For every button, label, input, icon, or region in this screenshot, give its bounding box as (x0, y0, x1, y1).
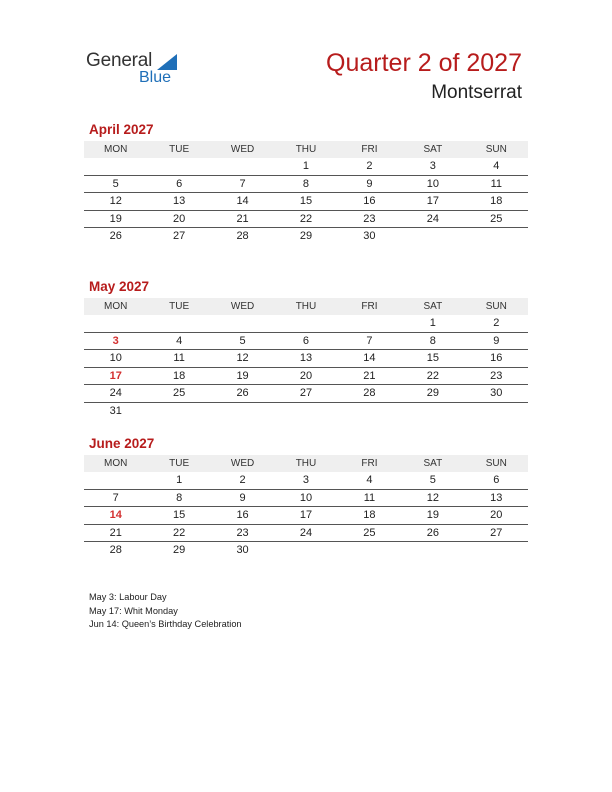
day-cell: 3 (429, 160, 436, 172)
day-cell: 14 (363, 352, 376, 364)
weekday-label: TUE (169, 301, 190, 312)
day-cell: 23 (363, 212, 376, 225)
day-cell: 15 (426, 352, 439, 364)
day-cell: 28 (236, 230, 249, 242)
weekday-label: THU (295, 301, 317, 312)
month-title: June 2027 (89, 436, 155, 451)
logo-text-general: General (86, 50, 153, 71)
day-cell: 11 (490, 177, 502, 190)
day-cell: 29 (173, 544, 186, 556)
week-row (84, 350, 528, 368)
day-cell: 22 (299, 212, 313, 225)
holiday-notes (89, 591, 242, 632)
day-cell: 20 (173, 212, 186, 225)
weekday-label: SUN (485, 144, 507, 155)
day-cell: 26 (109, 230, 122, 242)
day-cell: 13 (173, 195, 186, 207)
day-cell: 2 (366, 160, 373, 172)
week-row (84, 228, 528, 246)
day-cell: 2 (493, 317, 500, 329)
day-cell: 7 (366, 334, 373, 347)
day-cell (147, 403, 210, 421)
day-cell: 1 (429, 317, 436, 329)
day-cell (211, 158, 274, 176)
day-cell: 22 (426, 369, 439, 382)
logo-text-blue: Blue (139, 69, 172, 86)
weekday-label: SUN (485, 301, 507, 312)
day-cell: 31 (109, 404, 122, 417)
day-cell: 12 (426, 491, 439, 504)
day-cell: 3 (302, 474, 310, 486)
day-cell (147, 315, 210, 333)
day-cell (338, 542, 401, 560)
week-row (84, 193, 528, 211)
day-cell: 15 (173, 509, 186, 521)
day-cell: 16 (490, 352, 503, 364)
day-cell: 24 (299, 526, 313, 539)
weekday-label: MON (104, 301, 128, 312)
weekday-label: FRI (361, 301, 378, 312)
day-cell (274, 542, 337, 560)
month-title: April 2027 (89, 122, 154, 137)
day-cell: 6 (176, 177, 183, 190)
weekday-label: THU (295, 458, 317, 469)
day-cell: 25 (363, 526, 376, 539)
day-cell: 8 (176, 491, 183, 504)
day-cell: 10 (109, 352, 122, 364)
weekday-label: MON (104, 458, 128, 469)
week-row (84, 368, 528, 386)
day-cell: 30 (236, 544, 249, 556)
weekday-label: WED (230, 301, 255, 312)
day-cell: 4 (493, 160, 500, 172)
day-cell (465, 542, 528, 560)
weekday-label: FRI (361, 458, 378, 469)
day-cell: 26 (426, 526, 439, 539)
weekday-label: SAT (423, 144, 443, 155)
week-row (84, 333, 528, 351)
day-cell: 22 (173, 526, 186, 539)
day-cell: 14 (236, 195, 249, 207)
day-cell: 18 (490, 195, 503, 207)
day-cell: 21 (109, 526, 122, 539)
month-april (84, 121, 528, 246)
day-cell: 27 (299, 387, 313, 399)
day-cell: 29 (299, 230, 313, 242)
day-cell: 11 (173, 352, 185, 364)
month-june (84, 435, 528, 560)
day-cell: 6 (493, 474, 500, 486)
day-cell: 12 (236, 352, 249, 364)
week-row (84, 403, 528, 421)
day-cell (401, 403, 464, 421)
day-cell: 12 (109, 195, 122, 207)
day-cell: 10 (426, 177, 439, 190)
day-cell (274, 403, 337, 421)
day-cell (465, 228, 528, 246)
week-row (84, 385, 528, 403)
day-cell: 1 (176, 474, 183, 486)
day-cell: 7 (112, 491, 119, 504)
holiday-note: May 17: Whit Monday (89, 605, 178, 616)
day-cell: 16 (236, 509, 249, 521)
day-cell: 21 (236, 212, 249, 225)
day-cell: 8 (302, 177, 310, 190)
day-cell: 17 (426, 195, 439, 207)
weekday-header (84, 141, 528, 158)
day-cell: 20 (490, 509, 503, 521)
week-row (84, 507, 528, 525)
day-cell (84, 315, 147, 333)
day-cell (147, 158, 210, 176)
day-cell: 10 (299, 491, 313, 504)
weekday-label: SUN (485, 458, 507, 469)
day-cell: 13 (299, 352, 313, 364)
day-cell (401, 228, 464, 246)
quarter-title: Quarter 2 of 2027 (326, 49, 522, 77)
day-cell: 4 (366, 474, 373, 486)
month-may (84, 278, 528, 420)
day-cell (401, 542, 464, 560)
day-cell: 5 (239, 334, 246, 347)
day-cell: 29 (426, 387, 439, 399)
day-cell: 19 (426, 509, 439, 521)
day-cell (338, 315, 401, 333)
week-row (84, 490, 528, 508)
week-row (84, 525, 528, 543)
day-cell: 15 (299, 195, 313, 207)
weekday-label: TUE (169, 144, 190, 155)
day-cell: 2 (239, 474, 246, 486)
weekday-header (84, 298, 528, 315)
day-cell: 27 (173, 230, 186, 242)
day-cell: 25 (490, 212, 503, 225)
day-cell: 18 (363, 509, 376, 521)
day-cell: 28 (109, 544, 122, 556)
day-cell (84, 158, 147, 176)
day-cell: 9 (239, 491, 246, 504)
holiday-day-cell: 17 (109, 369, 122, 382)
day-cell: 9 (366, 177, 373, 190)
holiday-day-cell: 3 (112, 334, 119, 347)
day-cell (211, 315, 274, 333)
day-cell: 30 (490, 387, 503, 399)
weekday-header (84, 455, 528, 472)
generalblue-logo (86, 50, 196, 90)
weekday-label: SAT (423, 301, 443, 312)
day-cell (465, 403, 528, 421)
week-row (84, 472, 528, 490)
day-cell: 23 (236, 526, 249, 539)
week-row (84, 315, 528, 333)
day-cell: 9 (493, 334, 500, 347)
logo-triangle-icon (157, 54, 177, 70)
holiday-day-cell: 14 (109, 509, 122, 521)
day-cell: 4 (176, 334, 183, 347)
day-cell: 19 (109, 212, 122, 225)
day-cell: 5 (112, 177, 119, 190)
weekday-label: SAT (423, 458, 443, 469)
week-row (84, 542, 528, 560)
day-cell: 26 (236, 387, 249, 399)
country-name: Montserrat (431, 82, 522, 103)
day-cell (211, 403, 274, 421)
day-cell: 8 (429, 334, 436, 347)
day-cell: 13 (490, 491, 503, 504)
weekday-label: THU (295, 144, 317, 155)
day-cell: 30 (363, 230, 376, 242)
day-cell: 24 (109, 387, 122, 399)
day-cell: 6 (302, 334, 310, 347)
day-cell: 28 (363, 387, 376, 399)
holiday-note: May 3: Labour Day (89, 592, 167, 602)
weekday-label: FRI (361, 144, 378, 155)
day-cell: 23 (490, 369, 503, 382)
day-cell: 25 (173, 387, 186, 399)
day-cell (274, 315, 337, 333)
day-cell: 5 (429, 474, 436, 486)
day-cell: 27 (490, 526, 503, 539)
day-cell: 11 (363, 491, 376, 504)
day-cell: 20 (299, 369, 313, 382)
day-cell: 1 (302, 160, 310, 172)
week-row (84, 158, 528, 176)
weekday-label: TUE (169, 458, 190, 469)
weekday-label: WED (230, 144, 255, 155)
day-cell: 17 (299, 509, 313, 521)
weekday-label: MON (104, 144, 128, 155)
day-cell: 16 (363, 195, 376, 207)
day-cell: 24 (426, 212, 439, 225)
day-cell: 21 (363, 369, 376, 382)
week-row (84, 176, 528, 194)
holiday-note: Jun 14: Queen’s Birthday Celebration (89, 619, 242, 630)
day-cell (84, 472, 147, 490)
weekday-label: WED (230, 458, 255, 469)
day-cell: 18 (173, 369, 186, 382)
month-title: May 2027 (89, 279, 150, 294)
day-cell: 19 (236, 369, 249, 382)
week-row (84, 211, 528, 229)
day-cell: 7 (239, 177, 246, 190)
day-cell (338, 403, 401, 421)
